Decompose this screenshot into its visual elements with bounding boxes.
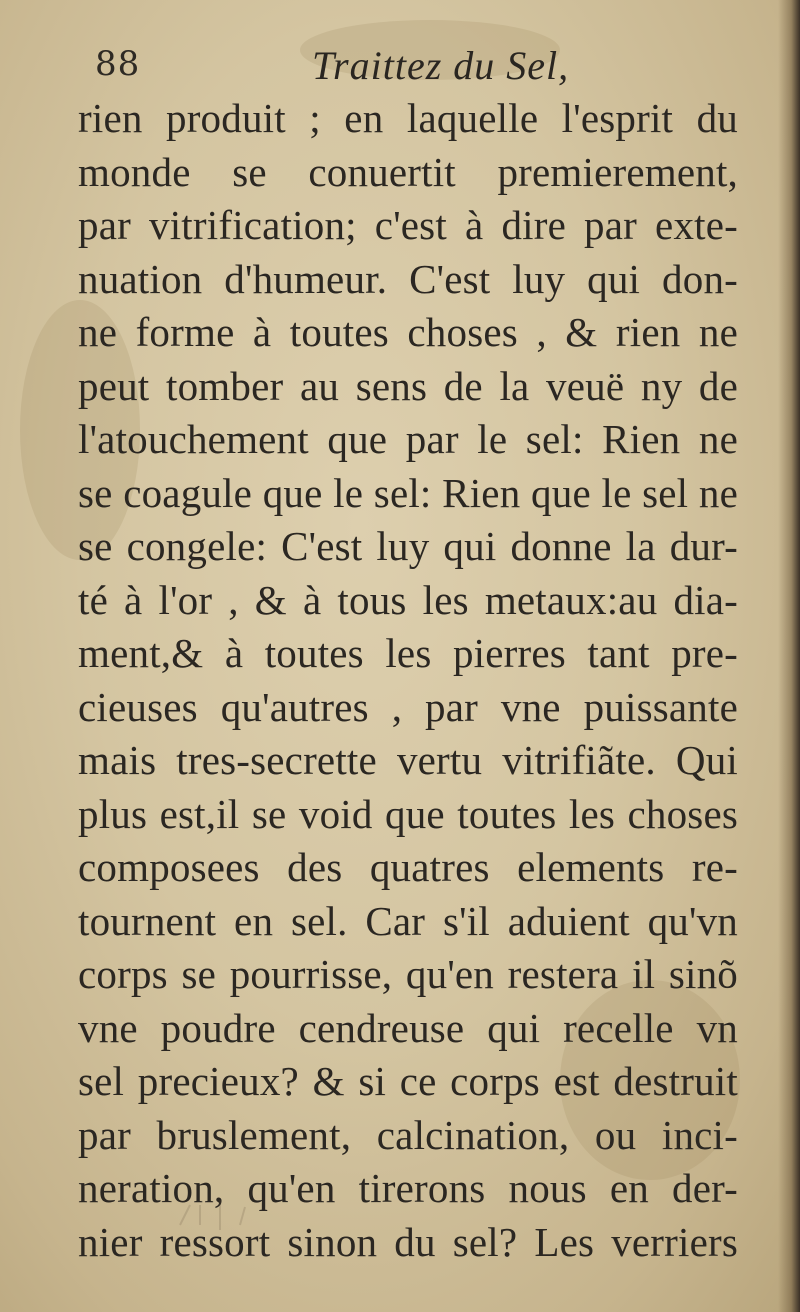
page-number: 88: [95, 44, 141, 84]
text-line: composees des quatres elements re-: [78, 844, 738, 890]
text-line: se congele: C'est luy qui donne la dur-: [78, 523, 738, 569]
page-gutter: [778, 0, 800, 1312]
text-line: corps se pourrisse, qu'en restera il sinõ: [78, 951, 738, 997]
text-line: plus est,il se void que toutes les choses: [78, 790, 738, 837]
text-line: mais tres-secrette vertu vitrifiãte. Qui: [78, 737, 738, 783]
text-line: nuation d'humeur. C'est luy qui don-: [78, 255, 738, 302]
text-line: monde se conuertit premierement,: [78, 148, 738, 195]
text-line: peut tomber au sens de la veuë ny de: [78, 362, 738, 409]
text-line: nier ressort sinon du sel? Les verriers: [78, 1218, 738, 1265]
text-line: par vitrification; c'est à dire par exte-: [78, 202, 738, 248]
text-line: rien produit ; en laquelle l'esprit du: [78, 95, 738, 141]
body-text: [78, 92, 738, 1269]
text-line: cieuses qu'autres , par vne puissante: [78, 683, 738, 730]
text-line: vne poudre cendreuse qui recelle vn: [78, 1004, 738, 1051]
text-line: tournent en sel. Car s'il aduient qu'vn: [78, 897, 738, 944]
text-line: l'atouchement que par le sel: Rien ne: [78, 416, 738, 462]
text-line: ment,& à toutes les pierres tant pre-: [78, 630, 738, 676]
show-through-mark: [170, 1195, 270, 1235]
text-line: ne forme à toutes choses , & rien ne: [78, 309, 738, 355]
text-line: neration, qu'en tirerons nous en der-: [78, 1165, 738, 1211]
text-line: se coagule que le sel: Rien que le sel ne: [78, 469, 738, 516]
page-header: [0, 40, 800, 100]
text-line: té à l'or , & à tous les metaux:au dia-: [78, 576, 738, 623]
text-line: par bruslement, calcination, ou inci-: [78, 1111, 738, 1158]
running-title: Traittez du Sel,: [312, 43, 570, 88]
text-line: sel precieux? & si ce corps est destruit: [78, 1058, 738, 1104]
